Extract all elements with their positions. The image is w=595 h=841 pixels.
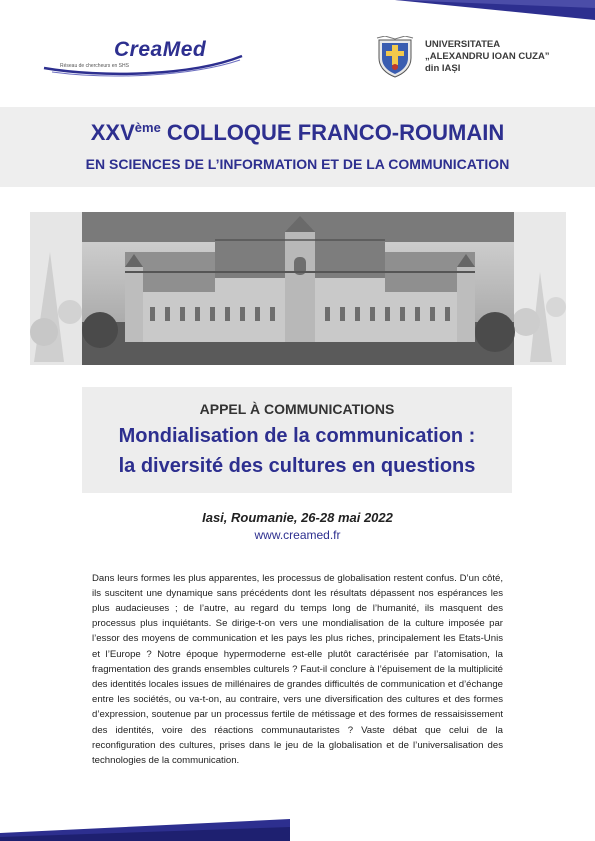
bottom-corner-decoration: [0, 819, 290, 841]
intro-paragraph: Dans leurs formes les plus apparentes, les processus de globalisation restent confus. D’un côté, ils suscitent une dynamique sans précédents dont les résultats dépassent nos espérances les plus audacieuses ; de l’autre, au regard du temps long de l’humanité, ils masquent des processus plus inquiétants. Se dirige-t-on vers une mondialisation de la culture imposée par l’essor des moyens de communication et les pays les plus riches, principalement les Etats-Unis et l’Europe ? Notre époque hypermoderne est-elle plutôt caractérisée par l’atomisation, la fragmentation des grands ensembles culturels ? Faut-il conclure à l’épuisement de la multiplicité des identités locales issues de millénaires de grandes difficultés de communication et d’échange entre les sociétés, ou va-t-on, au contraire, vers une diversification des cultures et des formes d’expression, soutenue par un processus fertile de métissage et des formes de ressaisissement des identités, voire des réactions communautaristes ? Vaste débat que celui de la reconfiguration des cultures, prises dans le jeu de la globalisation et de l’universalisation des technologies de la communication.: [92, 572, 503, 767]
creamed-tagline: Réseau de chercheurs en SHS: [60, 63, 129, 69]
call-for-papers-box: [82, 387, 512, 493]
theme-title-line2: la diversité des cultures en questions: [118, 455, 476, 477]
creamed-name: CreaMed: [114, 38, 207, 61]
university-name-line1: UNIVERSITATEA: [425, 39, 501, 50]
title-prefix: XXV: [90, 120, 135, 145]
university-name-line2: „ALEXANDRU IOAN CUZA”: [425, 51, 550, 62]
creamed-logo: [42, 38, 247, 80]
title-superscript: ème: [134, 120, 161, 135]
university-name-line3: din IAȘI: [425, 63, 461, 74]
website-link[interactable]: www.creamed.fr: [254, 528, 341, 542]
university-logo: [375, 36, 575, 78]
title-rest: COLLOQUE FRANCO-ROUMAIN: [160, 120, 505, 145]
call-label: APPEL À COMMUNICATIONS: [199, 401, 395, 417]
palace-photo: [30, 212, 566, 365]
colloque-title: [0, 120, 595, 146]
top-corner-decoration: [395, 0, 595, 20]
theme-title-line1: Mondialisation de la communication :: [118, 425, 476, 447]
place-and-date: Iasi, Roumanie, 26-28 mai 2022: [202, 510, 393, 525]
university-crest-icon: [375, 36, 415, 78]
colloque-subtitle: EN SCIENCES DE L’INFORMATION ET DE LA COMMUNICATION: [85, 156, 510, 172]
title-band: [0, 107, 595, 187]
